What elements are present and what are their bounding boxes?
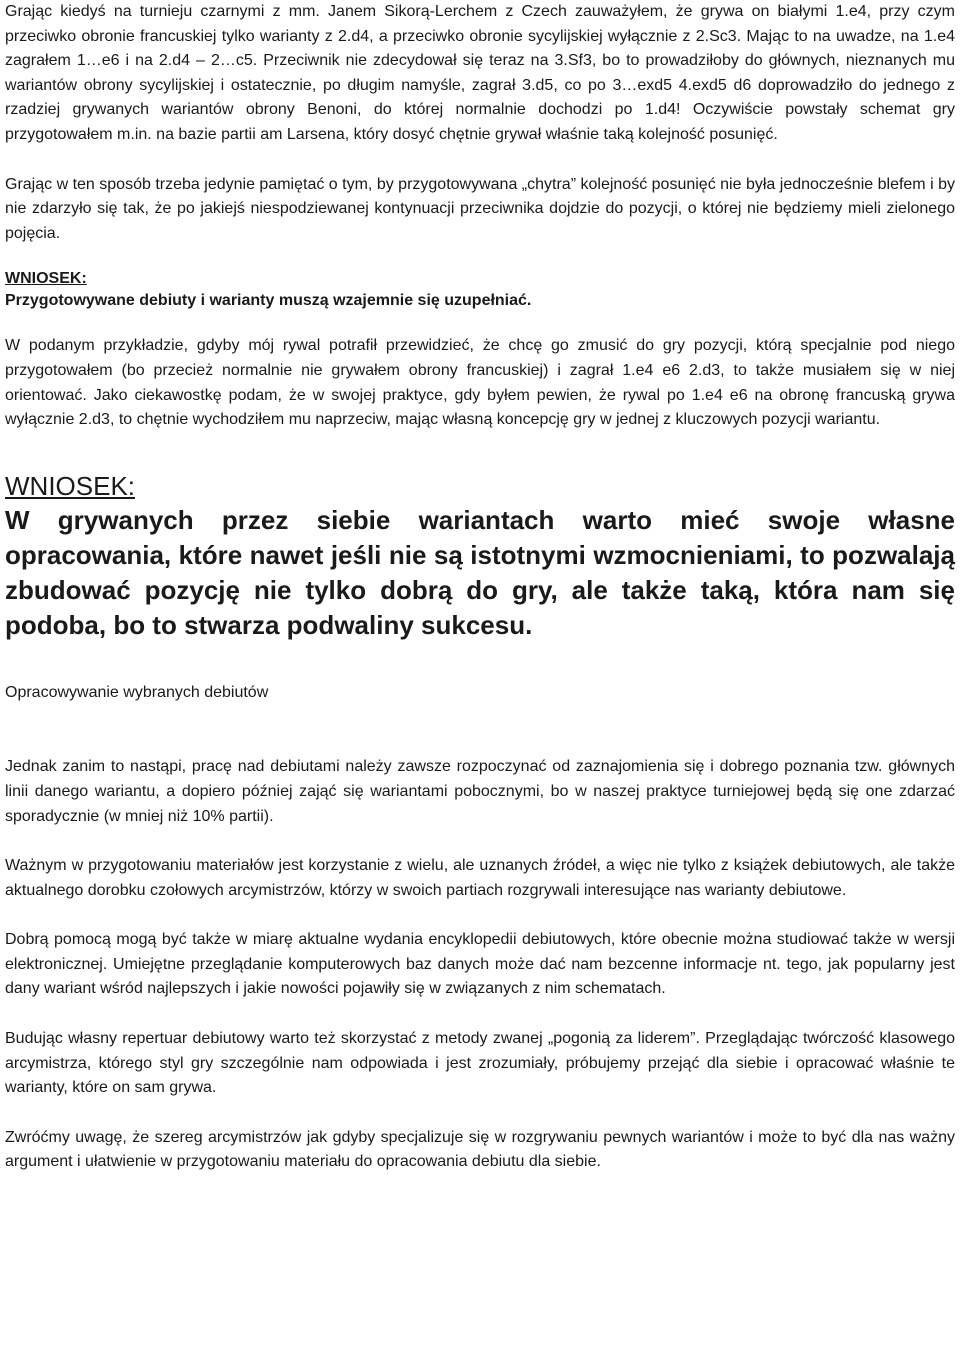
paragraph-sources: Ważnym w przygotowaniu materiałów jest korzystanie z wielu, ale uznanych źródeł, a więc nie tylko z książek debiutowych, ale także aktualnego dorobku czołowych arcymistrzów, którzy w swoich partiach rozgrywali interesujące nas warianty debiutowe. (5, 857, 955, 899)
paragraph-tournament-example: Grając kiedyś na turnieju czarnymi z mm. Janem Sikorą-Lerchem z Czech zauważyłem, że grywa on białymi 1.e4, przy czym przeciwko obronie francuskiej tylko warianty z 2.d4, a przeciwko obronie sycylijskiej wyłącznie z 2.Sc3. Mając to na uwadze, na 1.e4 zagrałem 1…e6 i na 2.d4 – 2…c5. Przeciwnik nie zdecydował się teraz na 3.Sf3, bo to prowadziłoby do głównych, nieznanych mu wariantów obrony sycylijskiej i ostatecznie, po długim namyśle, zagrał 3.d5, co po 3…exd5 4.exd5 d6 doprowadziło do jednego z rzadziej grywanych wariantów obrony Benoni, do której normalnie dochodzi po 1.d4! Oczywiście powstały schemat gry przygotowałem m.in. na bazie partii am Larsena, który dosyć chętnie grywał właśnie taką kolejność posunięć. (5, 3, 955, 143)
conclusion-text: Przygotowywane debiuty i warianty muszą wzajemnie się uzupełniać. (5, 292, 532, 310)
paragraph-specialists: Zwróćmy uwagę, że szereg arcymistrzów jak gdyby specjalizuje się w rozgrywaniu pewnych wariantów i może to być dla nas ważny argument i ułatwienie w przygotowaniu materiału do opracowania debiutu dla siebie. (5, 1128, 955, 1171)
conclusion-label: WNIOSEK: (5, 270, 87, 288)
paragraph-rival-prediction: W podanym przykładzie, gdyby mój rywal potrafił przewidzieć, że chcę go zmusić do gry pozycji, którą specjalnie pod niego przygotowałem (bo przecież normalnie nie grywałem obrony francuskiej) i zagrał 1.e4 e6 2.d3, to także musiałem się w niej orientować. Jako ciekawostkę podam, że w swojej praktyce, gdy byłem pewien, że rywal po 1.e4 e6 na obronę francuską grywa wyłącznie 2.d3, to chętnie wychodziłem mu naprzeciw, mając własną koncepcję gry w jednej z kluczowych pozycji wariantu. (5, 337, 955, 429)
section-heading-opening-preparation: Opracowywanie wybranych debiutów (5, 683, 269, 701)
paragraph-follow-the-leader: Budując własny repertuar debiutowy warto też skorzystać z metody zwanej „pogonią za liderem”. Przeglądając twórczość klasowego arcymistrza, którego styl gry szczególnie nam odpowiada i jest zrozumiały, próbujemy przejąć dla siebie i opracować właśnie te warianty, które on sam grywa. (5, 1030, 955, 1097)
paragraph-main-lines: Jednak zanim to nastąpi, pracę nad debiutami należy zawsze rozpoczynać od zaznajomienia się i dobrego poznania tzw. głównych linii danego wariantu, a dopiero później zająć się wariantami pobocznymi, bo w naszej praktyce turniejowej będą się one zdarzać sporadycznie (w mniej niż 10% partii). (5, 758, 955, 825)
document-page (5, 0, 955, 1175)
paragraph-encyclopedias: Dobrą pomocą mogą być także w miarę aktualne wydania encyklopedii debiutowych, które obecnie można studiować także w wersji elektronicznej. Umiejętne przeglądanie komputerowych baz danych może dać nam bezcenne informacje nt. tego, jak popularny jest dany wariant wśród najlepszych i jakie nowości pojawiły się w związanych z nim schematach. (5, 931, 955, 998)
paragraph-tricky-move-order: Grając w ten sposób trzeba jedynie pamiętać o tym, by przygotowywana „chytra” kolejność posunięć nie była jednocześnie blefem i by nie zdarzyło się tak, że po jakiejś niespodziewanej kontynuacji przeciwnika dojdzie do pozycji, o której nie będziemy mieli zielonego pojęcia. (5, 175, 955, 242)
conclusion-text-large: W grywanych przez siebie wariantach warto mieć swoje własne opracowania, które nawet jeśli nie są istotnymi wzmocnieniami, to pozwalają zbudować pozycję nie tylko dobrą do gry, ale także taką, która nam się podoba, bo to stwarza podwaliny sukcesu. (5, 504, 955, 640)
conclusion-label-large: WNIOSEK: (5, 470, 136, 501)
conclusion-box-1 (5, 268, 955, 312)
conclusion-box-2 (5, 469, 955, 643)
